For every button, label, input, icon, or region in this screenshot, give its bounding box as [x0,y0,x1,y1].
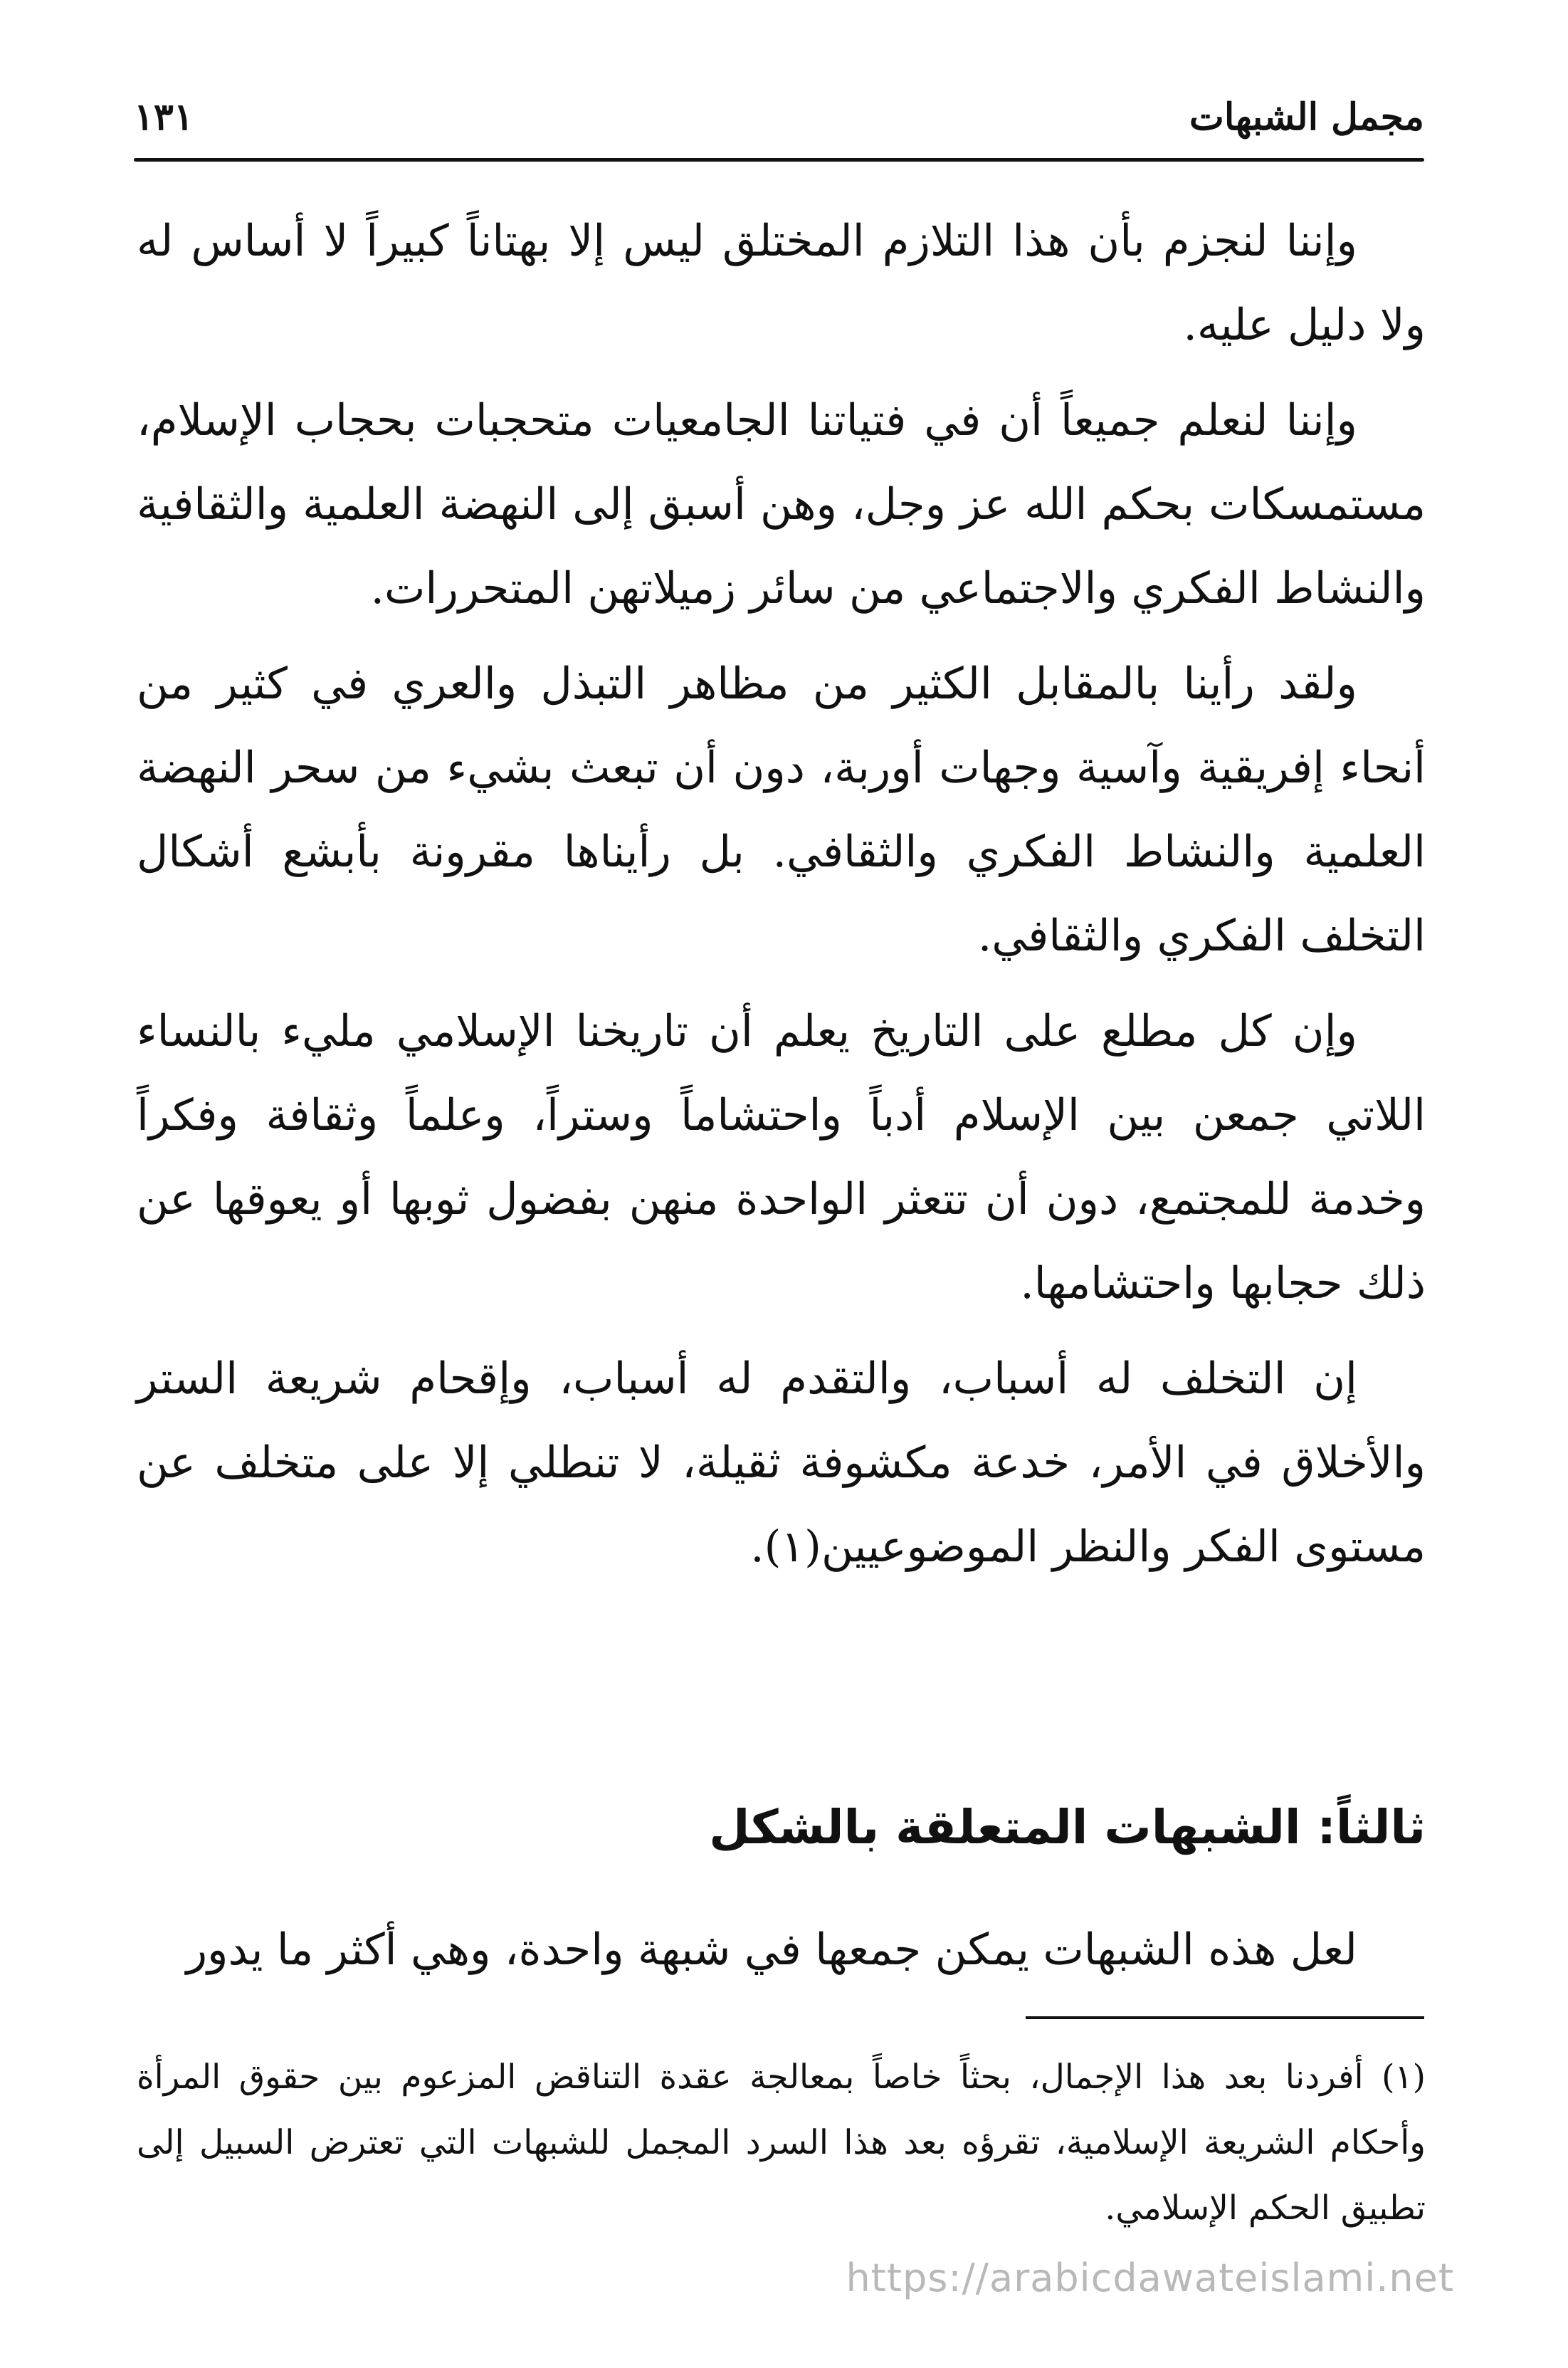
paragraph-5: إن التخلف له أسباب، والتقدم له أسباب، وإقحام شريعة الستر والأخلاق في الأمر، خدعة مكشوفة ثقيلة، لا تنطلي إلا على متخلف عن مستوى الفكر والنظر الموضوعيين(١). [137,1353,1426,1572]
paragraph-2: وإننا لنعلم جميعاً أن في فتياتنا الجامعيات متحجبات بحجاب الإسلام، مستمسكات بحكم الله عز وجل، وهن أسبق إلى النهضة العلمية والثقافية والنشاط الفكري والاجتماعي من سائر زميلاتهن المتحررات. [137,395,1426,614]
running-header-title: مجمل الشبهات [1189,95,1424,139]
body-text [137,199,1426,1601]
watermark-url: https://arabicdawateislami.net [846,2256,1454,2300]
footnote: (١) أفردنا بعد هذا الإجمال، بحثاً خاصاً بمعالجة عقدة التناقض المزعوم بين حقوق المرأة وأحكام الشريعة الإسلامية، تقرؤه بعد هذا السرد المجمل للشبهات التي تعترض السبيل إلى تطبيق الحكم الإسلامي. [137,2058,1426,2228]
section-heading: ثالثاً: الشبهات المتعلقة بالشكل [709,1800,1426,1855]
page-number: ١٣١ [134,95,194,139]
footnote-rule [1026,2016,1424,2019]
paragraph-1: وإننا لنجزم بأن هذا التلازم المختلق ليس إلا بهتاناً كبيراً لا أساس له ولا دليل عليه. [137,216,1426,350]
closing-line: لعل هذه الشبهات يمكن جمعها في شبهة واحدة، وهي أكثر ما يدور [186,1924,1357,1975]
paragraph-4: وإن كل مطلع على التاريخ يعلم أن تاريخنا الإسلامي مليء بالنساء اللاتي جمعن بين الإسلام أدباً واحتشاماً وستراً، وعلماً وثقافة وفكراً وخدمة للمجتمع، دون أن تتعثر الواحدة منهن بفضول ثوبها أو يعوقها عن ذلك حجابها واحتشامها. [137,1006,1426,1309]
running-header [134,91,1424,157]
paragraph-3: ولقد رأينا بالمقابل الكثير من مظاهر التبذل والعري في كثير من أنحاء إفريقية وآسية وجهات أوربة، دون أن تبعث بشيء من سحر النهضة العلمية والنشاط الفكري والثقافي. بل رأيناها مقرونة بأبشع أشكال التخلف الفكري والثقافي. [137,659,1426,961]
header-rule [134,158,1424,162]
